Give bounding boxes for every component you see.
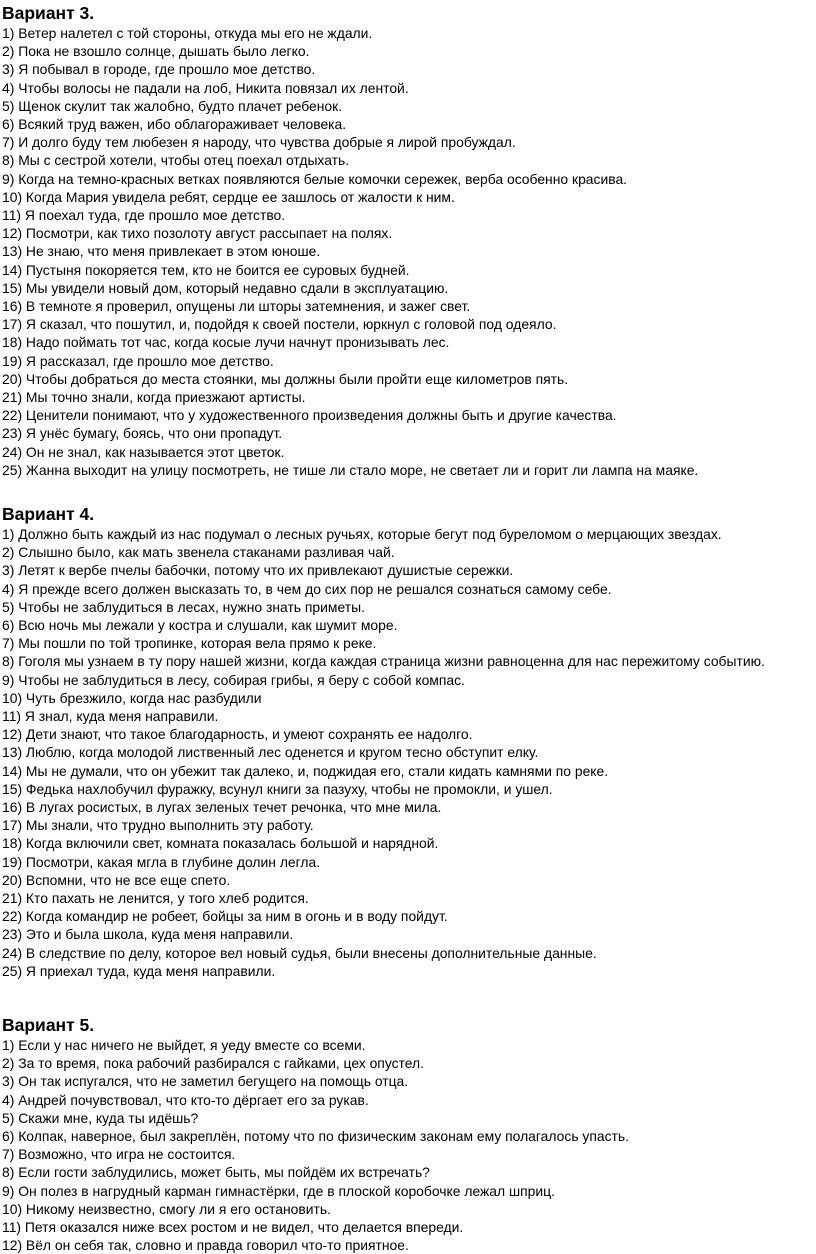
variant-5-section (2, 1014, 816, 1254)
sentence-item: 19) Я рассказал, где прошло мое детство. (2, 352, 274, 369)
sentence-item: 20) Чтобы добраться до места стоянки, мы должны были пройти еще километров пять. (2, 370, 569, 387)
sentence-list (2, 1036, 816, 1254)
sentence-item: 3) Летят к вербе пчелы бабочки, потому что их привлекают душистые сережки. (2, 562, 514, 579)
variant-title: Вариант 4. (2, 504, 95, 524)
sentence-item: 10) Когда Мария увидела ребят, сердце ее зашлось от жалости к ним. (2, 188, 455, 205)
sentence-item: 5) Скажи мне, куда ты идёшь? (2, 1109, 199, 1126)
sentence-item: 12) Дети знают, что такое благодарность, и умеют сохранять ее надолго. (2, 726, 473, 743)
sentence-item: 15) Мы увидели новый дом, который недавно сдали в эксплуатацию. (2, 279, 449, 296)
sentence-item: 2) Пока не взошло солнце, дышать было легко. (2, 43, 310, 60)
sentence-item: 23) Это и была школа, куда меня направили. (2, 926, 294, 943)
sentence-item: 8) Мы с сестрой хотели, чтобы отец поехал отдыхать. (2, 152, 350, 169)
sentence-item: 12) Посмотри, как тихо позолоту август рассыпает на полях. (2, 225, 393, 242)
sentence-item: 1) Должно быть каждый из нас подумал о лесных ручьях, которые бегут под буреломом о мерцающих звездах. (2, 526, 722, 542)
variant-4-section (2, 503, 816, 980)
sentence-item: 16) В лугах росистых, в лугах зеленых течет речонка, что мне мила. (2, 799, 442, 816)
sentence-item: 9) Когда на темно-красных ветках появляются белые комочки сережек, верба особенно красива. (2, 170, 628, 187)
sentence-item: 11) Я поехал туда, где прошло мое детство. (2, 207, 286, 224)
sentence-item: 17) Мы знали, что трудно выполнить эту работу. (2, 817, 314, 834)
sentence-item: 18) Надо поймать тот час, когда косые лучи начнут пронизывать лес. (2, 334, 450, 351)
sentence-item: 5) Щенок скулит так жалобно, будто плачет ребенок. (2, 97, 343, 114)
sentence-item: 22) Когда командир не робеет, бойцы за ним в огонь и в воду пойдут. (2, 908, 448, 925)
sentence-item: 7) Возможно, что игра не состоится. (2, 1146, 236, 1163)
sentence-item: 12) Вёл он себя так, словно и правда говорил что-то приятное. (2, 1237, 409, 1254)
sentence-item: 15) Федька нахлобучил фуражку, всунул книги за пазуху, чтобы не промокли, и ушел. (2, 780, 553, 797)
sentence-item: 1) Ветер налетел с той стороны, откуда мы его не ждали. (2, 25, 373, 41)
sentence-item: 3) Я побывал в городе, где прошло мое детство. (2, 61, 316, 78)
sentence-list (2, 525, 816, 980)
sentence-item: 4) Чтобы волосы не падали на лоб, Никита повязал их лентой. (2, 79, 409, 96)
sentence-item: 3) Он так испугался, что не заметил бегущего на помощь отца. (2, 1073, 409, 1090)
sentence-item: 4) Я прежде всего должен высказать то, в чем до сих пор не решался сознаться самому себе. (2, 580, 612, 597)
sentence-item: 10) Чуть брезжило, когда нас разбудили (2, 689, 262, 706)
sentence-item: 13) Люблю, когда молодой лиственный лес оденется и кругом тесно обступит елку. (2, 744, 539, 761)
sentence-item: 23) Я унёс бумагу, боясь, что они пропадут. (2, 425, 283, 442)
sentence-item: 8) Если гости заблудились, может быть, мы пойдём их встречать? (2, 1164, 430, 1181)
sentence-item: 2) За то время, пока рабочий разбирался с гайками, цех опустел. (2, 1055, 424, 1072)
sentence-item: 14) Пустыня покоряется тем, кто не боится ее суровых будней. (2, 261, 410, 278)
sentence-item: 11) Петя оказался ниже всех ростом и не видел, что делается впереди. (2, 1219, 464, 1236)
sentence-item: 7) И долго буду тем любезен я народу, что чувства добрые я лирой пробуждал. (2, 134, 516, 151)
sentence-item: 21) Кто пахать не ленится, у того хлеб родится. (2, 890, 309, 907)
variant-title: Вариант 3. (2, 3, 95, 23)
sentence-item: 8) Гоголя мы узнаем в ту пору нашей жизни, когда каждая страница жизни равноценна для нас пережитому событию. (2, 653, 765, 670)
sentence-item: 16) В темноте я проверил, опущены ли шторы затемнения, и зажег свет. (2, 298, 471, 315)
sentence-item: 7) Мы пошли по той тропинке, которая вела прямо к реке. (2, 635, 377, 652)
variant-3-section (2, 2, 816, 479)
sentence-item: 17) Я сказал, что пошутил, и, подойдя к своей постели, юркнул с головой под одеяло. (2, 316, 557, 333)
sentence-item: 22) Ценители понимают, что у художественного произведения должны быть и другие качества. (2, 407, 617, 424)
sentence-item: 9) Он полез в нагрудный карман гимнастёрки, где в плоской коробочке лежал шприц. (2, 1182, 555, 1199)
sentence-item: 13) Не знаю, что меня привлекает в этом юноше. (2, 243, 321, 260)
sentence-item: 1) Если у нас ничего не выйдет, я уеду вместе со всеми. (2, 1037, 366, 1053)
sentence-item: 24) Он не знал, как называется этот цветок. (2, 443, 285, 460)
sentence-item: 18) Когда включили свет, комната показалась большой и нарядной. (2, 835, 439, 852)
sentence-item: 24) В следствие по делу, которое вел новый судья, были внесены дополнительные данные. (2, 944, 597, 961)
sentence-item: 20) Вспомни, что не все еще спето. (2, 871, 231, 888)
sentence-item: 9) Чтобы не заблудиться в лесу, собирая грибы, я беру с собой компас. (2, 671, 465, 688)
sentence-item: 2) Слышно было, как мать звенела стаканами разливая чай. (2, 544, 395, 561)
sentence-item: 25) Жанна выходит на улицу посмотреть, не тише ли стало море, не светает ли и горит ли лампа на маяке. (2, 461, 699, 478)
sentence-item: 6) Всю ночь мы лежали у костра и слушали, как шумит море. (2, 617, 398, 634)
sentence-item: 6) Всякий труд важен, ибо облагораживает человека. (2, 116, 347, 133)
variant-title: Вариант 5. (2, 1015, 95, 1035)
sentence-item: 4) Андрей почувствовал, что кто-то дёргает его за рукав. (2, 1091, 369, 1108)
sentence-item: 6) Колпак, наверное, был закреплён, потому что по физическим законам ему полагалось упасть. (2, 1128, 630, 1145)
sentence-item: 21) Мы точно знали, когда приезжают артисты. (2, 389, 306, 406)
sentence-list (2, 24, 816, 479)
sentence-item: 14) Мы не думали, что он убежит так далеко, и, поджидая его, стали кидать камнями по реке. (2, 762, 609, 779)
sentence-item: 19) Посмотри, какая мгла в глубине долин легла. (2, 853, 321, 870)
sentence-item: 11) Я знал, куда меня направили. (2, 708, 219, 725)
sentence-item: 10) Никому неизвестно, смогу ли я его остановить. (2, 1200, 331, 1217)
sentence-item: 25) Я приехал туда, куда меня направили. (2, 962, 276, 979)
sentence-item: 5) Чтобы не заблудиться в лесах, нужно знать приметы. (2, 598, 365, 615)
